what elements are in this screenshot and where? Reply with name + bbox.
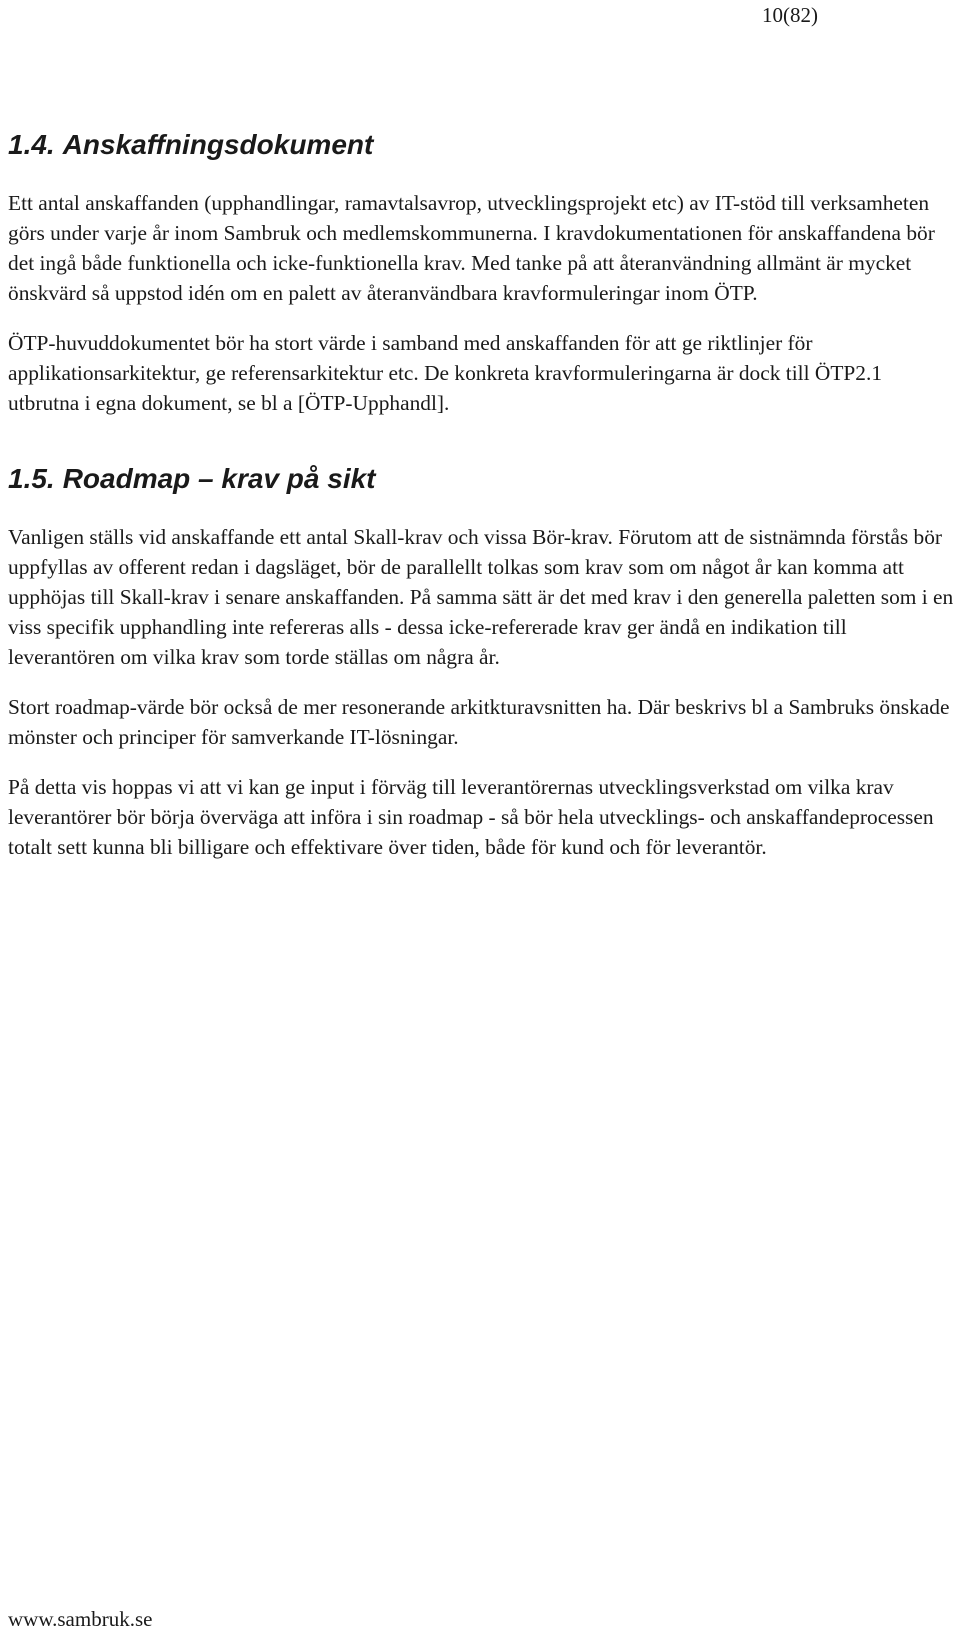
section-number: 1.5. [8,463,55,494]
section-anskaffningsdokument [8,128,958,418]
paragraph: Vanligen ställs vid anskaffande ett antal Skall-krav och vissa Bör-krav. Förutom att de sistnämnda förstås bör uppfyllas av offerent redan i dagsläget, bör de parallellt tolkas som krav som om något år kan komma att upphöjas till Skall-krav i senare anskaffanden. På samma sätt är det med krav i den generella paletten som i en viss specifik upphandling inte refereras alls - dessa icke-refererade krav ger ändå en indikation till leverantören om vilka krav som torde ställas om några år. [8,525,954,669]
page-number: 10(82) [762,3,818,27]
paragraph: ÖTP-huvuddokumentet bör ha stort värde i samband med anskaffanden för att ge riktlinjer för applikationsarkitektur, ge referensarkitektur etc. De konkreta kravformuleringarna är dock till ÖTP2.1 utbrutna i egna dokument, se bl a [ÖTP-Upphandl]. [8,331,883,415]
section-heading [8,128,958,162]
section-title: Anskaffningsdokument [62,129,374,160]
document-body [8,128,958,882]
section-roadmap [8,462,958,862]
paragraph: Stort roadmap-värde bör också de mer resonerande arkitkturavsnitten ha. Där beskrivs bl a Sambruks önskade mönster och principer för samverkande IT-lösningar. [8,695,950,749]
section-title: Roadmap – krav på sikt [62,463,376,494]
paragraph: Ett antal anskaffanden (upphandlingar, ramavtalsavrop, utvecklingsprojekt etc) av IT-stöd till verksamheten görs under varje år inom Sambruk och medlemskommunerna. I kravdokumentationen för anskaffandena bör det ingå både funktionella och icke-funktionella krav. Med tanke på att återanvändning allmänt är mycket önskvärd så uppstod idén om en palett av återanvändbara kravformuleringar inom ÖTP. [8,191,935,305]
paragraph: På detta vis hoppas vi att vi kan ge input i förväg till leverantörernas utvecklingsverkstad om vilka krav leverantörer bör börja överväga att införa i sin roadmap - så bör hela utvecklings- och anskaffandeprocessen totalt sett kunna bli billigare och effektivare över tiden, både för kund och för leverantör. [8,775,934,859]
footer-url[interactable]: www.sambruk.se [8,1607,153,1631]
section-number: 1.4. [8,129,55,160]
section-heading [8,462,958,496]
